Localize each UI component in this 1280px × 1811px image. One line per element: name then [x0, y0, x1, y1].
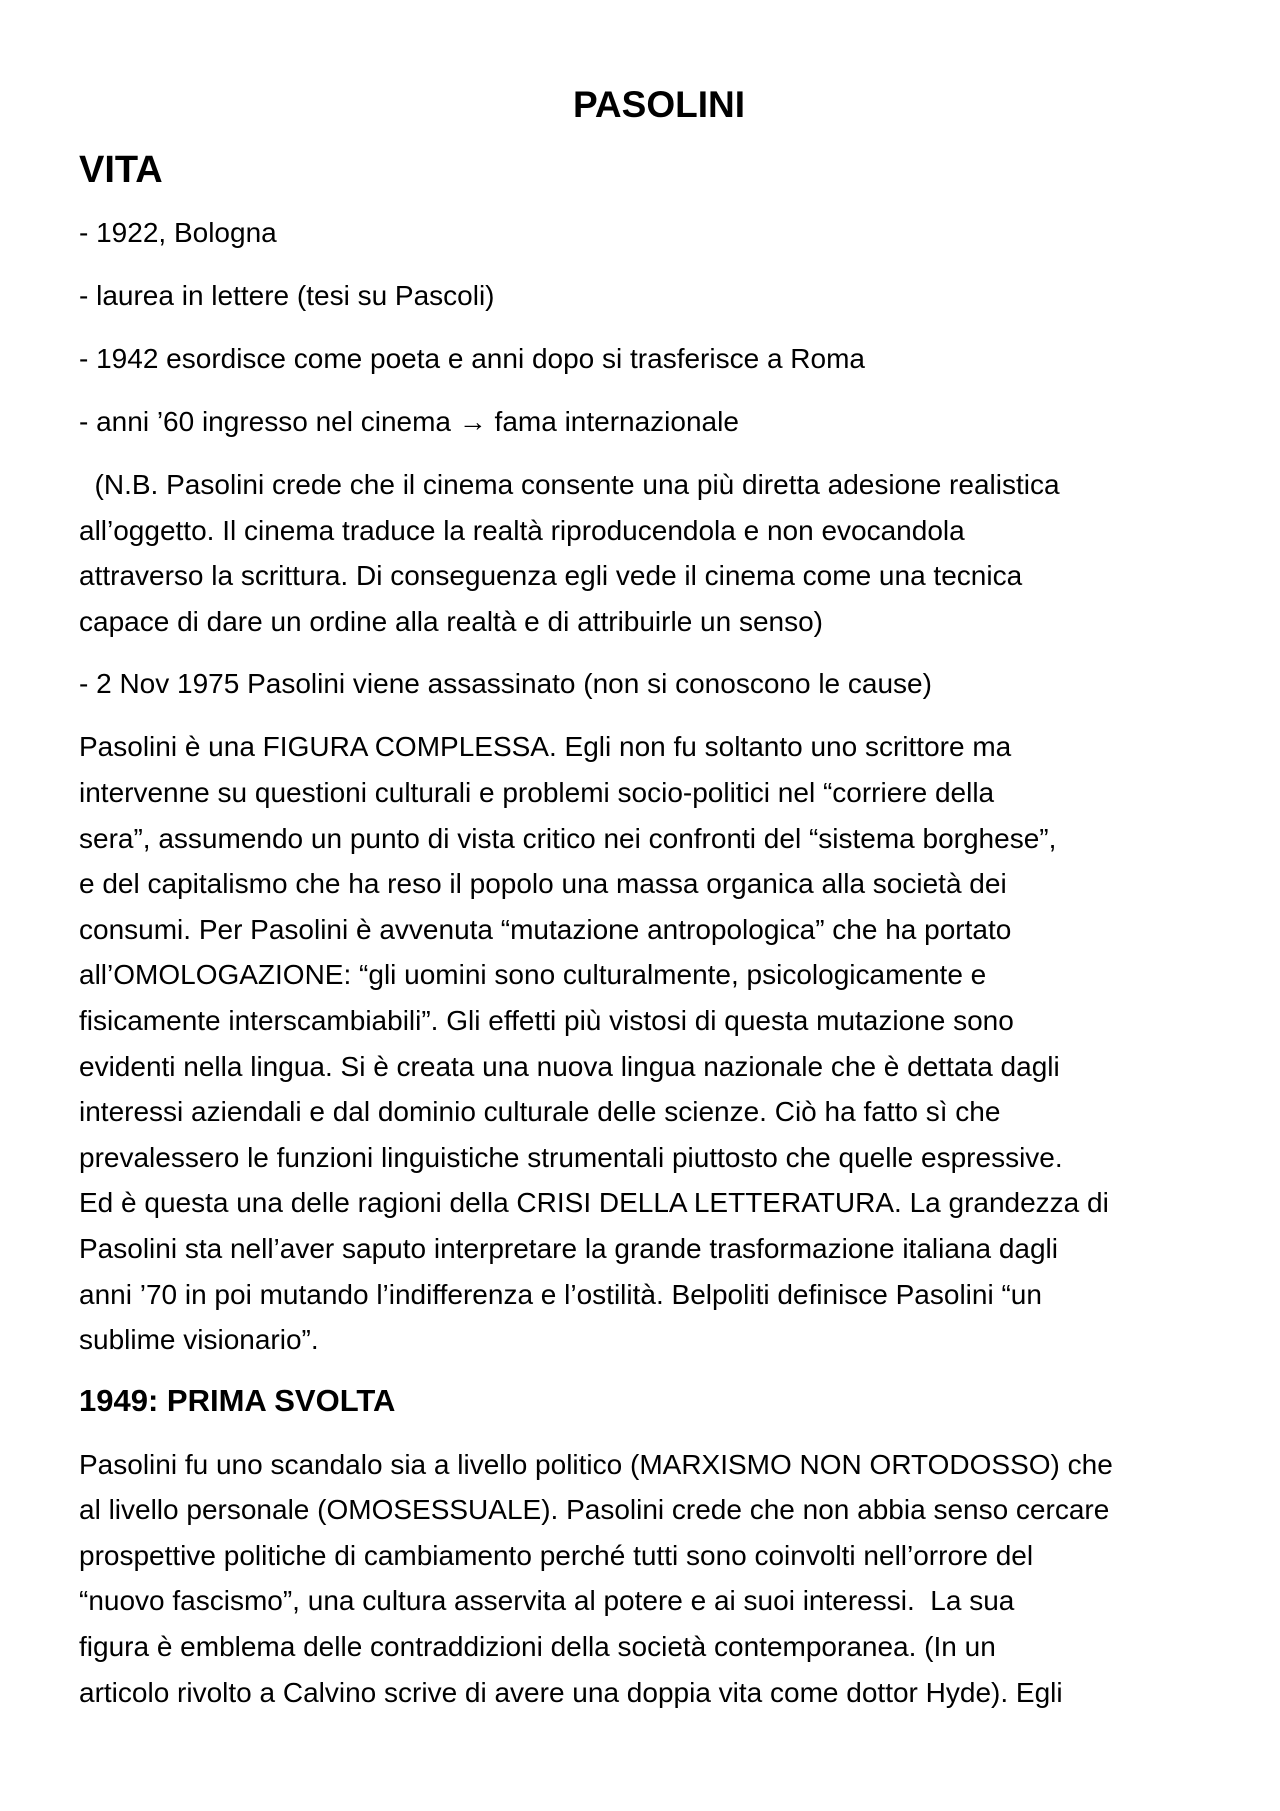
paragraph-line: al livello personale (OMOSESSUALE). Pasolini crede che non abbia senso cercare	[79, 1494, 1110, 1526]
paragraph-line: Pasolini è una FIGURA COMPLESSA. Egli non fu soltanto uno scrittore ma	[79, 731, 1012, 763]
paragraph-line: Pasolini sta nell’aver saputo interpretare la grande trasformazione italiana dagli	[79, 1232, 1059, 1264]
paragraph-line: “nuovo fascismo”, una cultura asservita al potere e ai suoi interessi. La sua	[79, 1585, 1015, 1617]
vita-item-debut: - 1942 esordisce come poeta e anni dopo si trasferisce a Roma	[79, 343, 865, 374]
vita-item-degree: - laurea in lettere (tesi su Pascoli)	[79, 280, 495, 311]
paragraph-line: sera”, assumendo un punto di vista critico nei confronti del “sistema borghese”,	[79, 822, 1057, 854]
paragraph-line: Ed è questa una delle ragioni della CRISI DELLA LETTERATURA. La grandezza di	[79, 1187, 1109, 1219]
document-title: PASOLINI	[573, 84, 745, 125]
document-page	[79, 78, 1211, 1732]
section-heading-prima-svolta: 1949: PRIMA SVOLTA	[79, 1382, 396, 1418]
paragraph-line: prospettive politiche di cambiamento perché tutti sono coinvolti nell’orrore del	[79, 1539, 1034, 1571]
section-heading-vita: VITA	[79, 149, 163, 191]
vita-item-death: - 2 Nov 1975 Pasolini viene assassinato (non si conoscono le cause)	[79, 668, 932, 700]
paragraph-line: prevalessero le funzioni linguistiche strumentali piuttosto che quelle espressive.	[79, 1141, 1063, 1173]
paragraph-line: (N.B. Pasolini crede che il cinema consente una più diretta adesione realistica	[79, 469, 1060, 500]
paragraph-line: intervenne su questioni culturali e problemi socio-politici nel “corriere della	[79, 776, 995, 808]
paragraph-line: sublime visionario”.	[79, 1324, 319, 1356]
vita-item-cinema: - anni ’60 ingresso nel cinema → fama internazionale	[79, 406, 739, 437]
figura-paragraph	[79, 724, 1211, 1362]
paragraph-line: anni ’70 in poi mutando l’indifferenza e l’ostilità. Belpoliti definisce Pasolini “un	[79, 1278, 1042, 1310]
paragraph-line: consumi. Per Pasolini è avvenuta “mutazione antropologica” che ha portato	[79, 913, 1012, 945]
paragraph-line: attraverso la scrittura. Di conseguenza egli vede il cinema come una tecnica	[79, 560, 1023, 592]
nb-paragraph	[79, 462, 1211, 644]
vita-item-birth: - 1922, Bologna	[79, 217, 277, 248]
paragraph-line: all’OMOLOGAZIONE: “gli uomini sono culturalmente, psicologicamente e	[79, 959, 987, 991]
paragraph-line: articolo rivolto a Calvino scrive di avere una doppia vita come dottor Hyde). Egli	[79, 1676, 1063, 1708]
paragraph-line: interessi aziendali e dal dominio culturale delle scienze. Ciò ha fatto sì che	[79, 1096, 1001, 1128]
paragraph-line: e del capitalismo che ha reso il popolo una massa organica alla società dei	[79, 868, 1007, 900]
paragraph-line: evidenti nella lingua. Si è creata una nuova lingua nazionale che è dettata dagli	[79, 1050, 1060, 1082]
paragraph-line: fisicamente interscambiabili”. Gli effetti più vistosi di questa mutazione sono	[79, 1004, 1014, 1036]
paragraph-line: all’oggetto. Il cinema traduce la realtà riproducendola e non evocandola	[79, 514, 965, 546]
paragraph-line: Pasolini fu uno scandalo sia a livello politico (MARXISMO NON ORTODOSSO) che	[79, 1448, 1113, 1480]
paragraph-line: figura è emblema delle contraddizioni della società contemporanea. (In un	[79, 1631, 996, 1663]
paragraph-line: capace di dare un ordine alla realtà e di attribuirle un senso)	[79, 605, 824, 637]
svolta-paragraph	[79, 1442, 1211, 1716]
